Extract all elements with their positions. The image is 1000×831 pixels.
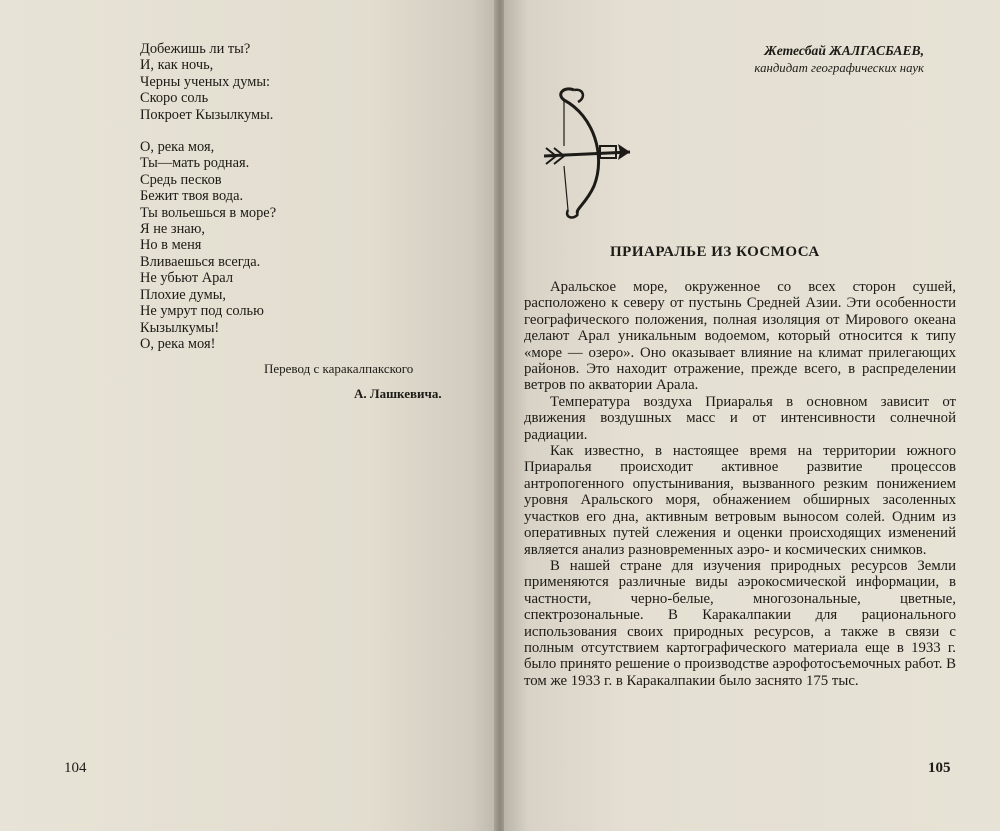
bow-and-arrow-icon <box>534 86 644 222</box>
article-body <box>524 279 956 689</box>
poem-line: Скоро соль <box>140 90 209 107</box>
left-page <box>0 0 496 831</box>
author-title: кандидат географических наук <box>754 61 924 75</box>
poem-line: Но в меня <box>140 237 202 254</box>
poem-line: И, как ночь, <box>140 57 214 74</box>
poem-line: Кызылкумы! <box>140 319 220 336</box>
poem-line: О, река моя! <box>140 335 216 352</box>
poem-line: Добежишь ли ты? <box>140 41 251 57</box>
poem-line: Вливаешься всегда. <box>140 253 261 270</box>
poem-line: Средь песков <box>140 171 222 188</box>
article-paragraph-3: Как известно, в настоящее время на территории южного Приаралья происходит активное развитие процессов антропогенного опустынивания, вызванного резким понижением уровня Аральского моря, обнажением обширных засоленных участков его дна, активным ветровым выносом солей. Одним из оперативных путей слежения и оценки происходящих изменений является анализ разновременных аэро- и космических снимков. <box>524 443 956 558</box>
poem-stanza-1 <box>140 41 276 123</box>
poem-line: Бежит твоя вода. <box>140 188 244 205</box>
poem-line: Плохие думы, <box>140 286 226 303</box>
page-number-left: 104 <box>64 760 87 776</box>
bleed-through-text <box>300 250 303 282</box>
poem-line: Черны ученых думы: <box>140 73 270 90</box>
poem-line: Покроет Кызылкумы. <box>140 106 274 123</box>
poem-stanza-2 <box>140 139 276 352</box>
poem-line: Я не знаю, <box>140 221 206 238</box>
article-paragraph-1: Аральское море, окруженное со всех сторон сушей, расположено к северу от пустынь Средней Азии. Эти особенности географического положения, полная изоляция от Мирового океана делают Арал уникальным водоемом, который относится к типу «море — озеро». Оно оказывает влияние на климат прилегающих районов. Это находит отражение, прежде всего, в распределении ветров по акватории Арала. <box>524 279 956 394</box>
article-paragraph-2: Температура воздуха Приаралья в основном зависит от движения воздушных масс и от интенсивности солнечной радиации. <box>524 393 956 443</box>
poem-line: Не умрут под солью <box>140 303 264 320</box>
author-name: Жетесбай ЖАЛГАСБАЕВ, <box>764 43 924 58</box>
poem-line: Ты—мать родная. <box>140 155 250 172</box>
translation-note: Перевод с каракалпакского <box>264 361 414 376</box>
poem-line: Ты вольешься в море? <box>140 204 277 221</box>
article-title: ПРИАРАЛЬЕ ИЗ КОСМОСА <box>610 244 820 260</box>
right-page <box>504 0 1000 831</box>
poem <box>140 41 276 352</box>
poem-line: О, река моя, <box>140 139 215 156</box>
poem-line: Не убьют Арал <box>140 270 233 287</box>
article-paragraph-4: В нашей стране для изучения природных ресурсов Земли применяются различные виды аэрокосмической информации, в частности, черно-белые, многозональные, цветные, спектрозональные. В Каракалпакии для рационального использования своих природных ресурсов, а также в связи с полным отсутствием картографического материала еще в 1933 г. было принято решение о производстве аэрофотосъемочных работ. В том же 1933 г. в Каракалпакии было заснято 175 тыс. <box>524 557 956 689</box>
translator-name: А. Лашкевича. <box>354 386 442 401</box>
page-number-right: 105 <box>928 760 951 776</box>
